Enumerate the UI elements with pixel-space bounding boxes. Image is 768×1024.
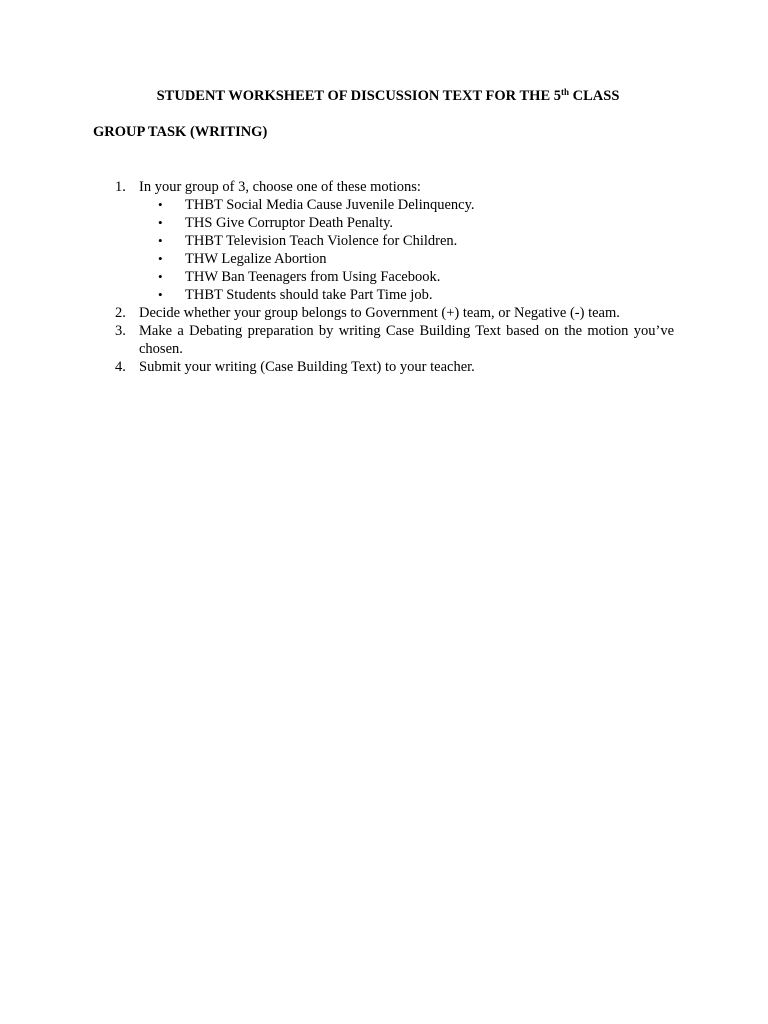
motion-text: THBT Social Media Cause Juvenile Delinquency. bbox=[185, 197, 475, 213]
bullet-icon: • bbox=[158, 287, 163, 302]
instruction-number: 1. bbox=[115, 179, 126, 195]
title-superscript: th bbox=[561, 87, 570, 97]
motion-text: THS Give Corruptor Death Penalty. bbox=[185, 215, 394, 231]
motion-list bbox=[139, 196, 674, 304]
page-title bbox=[0, 87, 768, 105]
motion-text: THW Legalize Abortion bbox=[185, 251, 327, 267]
motion-item bbox=[139, 232, 674, 250]
motion-text: THBT Students should take Part Time job. bbox=[185, 287, 433, 303]
bullet-icon: • bbox=[158, 215, 163, 230]
motion-text: THW Ban Teenagers from Using Facebook. bbox=[185, 269, 441, 285]
instruction-text: In your group of 3, choose one of these motions: bbox=[139, 179, 421, 195]
title-tail: CLASS bbox=[569, 88, 620, 104]
title-main: STUDENT WORKSHEET OF DISCUSSION TEXT FOR THE 5 bbox=[156, 88, 561, 104]
motion-item bbox=[139, 250, 674, 268]
bullet-icon: • bbox=[158, 251, 163, 266]
motion-text: THBT Television Teach Violence for Children. bbox=[185, 233, 458, 249]
bullet-icon: • bbox=[158, 233, 163, 248]
motion-item bbox=[139, 268, 674, 286]
bullet-icon: • bbox=[158, 197, 163, 212]
instruction-text: Decide whether your group belongs to Government (+) team, or Negative (-) team. bbox=[139, 305, 620, 321]
group-task-heading: GROUP TASK (WRITING) bbox=[93, 124, 268, 140]
instruction-number: 4. bbox=[115, 359, 126, 375]
instruction-number: 3. bbox=[115, 323, 126, 339]
instruction-item bbox=[93, 178, 674, 304]
instruction-text: Make a Debating preparation by writing Case Building Text based on the motion you’ve chosen. bbox=[139, 323, 674, 357]
motion-item bbox=[139, 196, 674, 214]
instruction-list bbox=[93, 178, 674, 376]
instruction-text: Submit your writing (Case Building Text) to your teacher. bbox=[139, 359, 475, 375]
instruction-item bbox=[93, 322, 674, 358]
bullet-icon: • bbox=[158, 269, 163, 284]
instruction-item bbox=[93, 358, 674, 376]
instruction-item bbox=[93, 304, 674, 322]
motion-item bbox=[139, 214, 674, 232]
instruction-number: 2. bbox=[115, 305, 126, 321]
motion-item bbox=[139, 286, 674, 304]
